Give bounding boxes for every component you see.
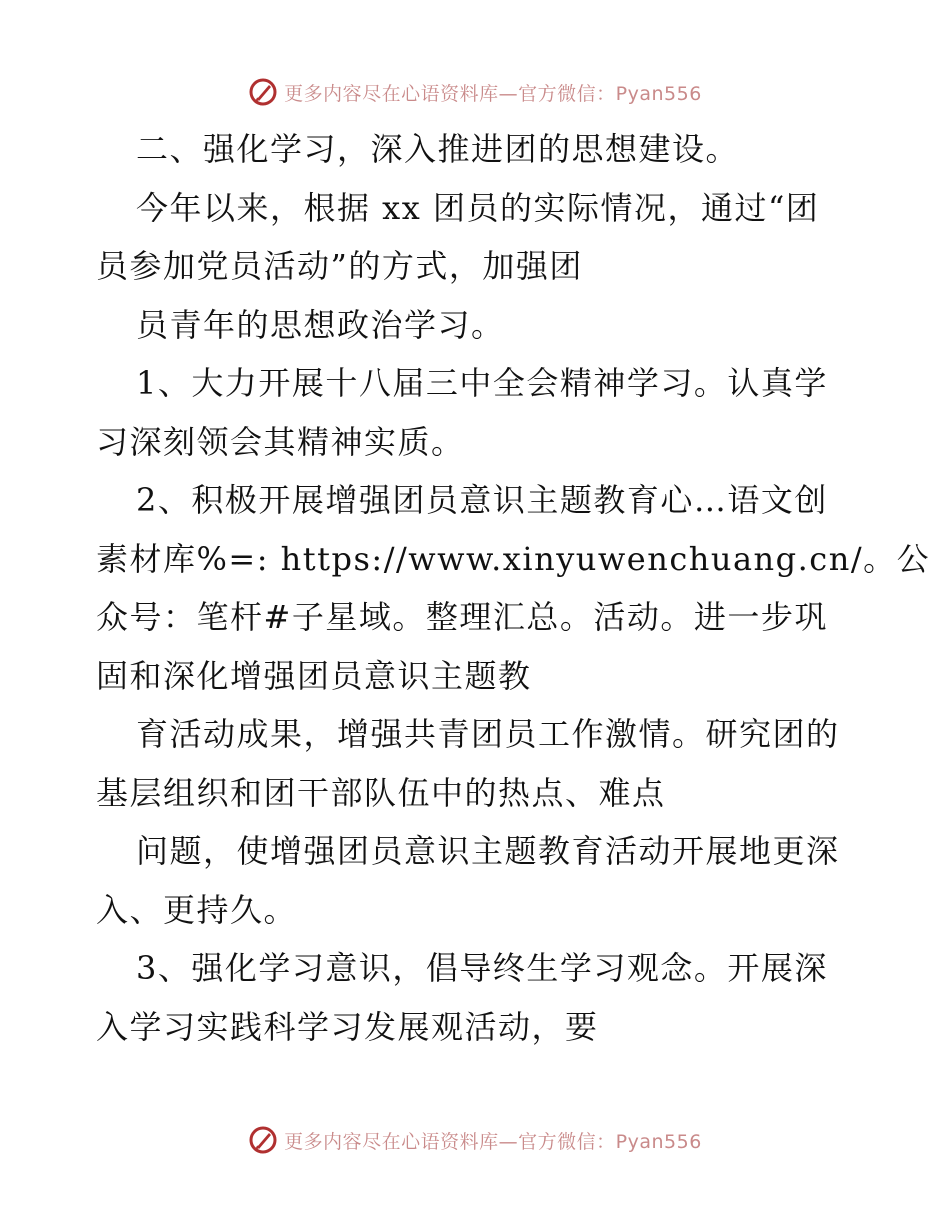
text-line: 入学习实践科学习发展观活动，要 [96,1007,599,1046]
text-line: 育活动成果，增强共青团员工作激情。研究团的 [136,715,840,753]
text-line: 基层组织和团干部队伍中的热点、难点 [96,773,666,812]
quill-logo-icon [248,1125,278,1155]
text-line: 1、大力开展十八届三中全会精神学习。认真学 [136,364,828,402]
text-line: 固和深化增强团员意识主题教 [96,656,532,695]
header-banner [0,72,950,112]
text-line: 2、积极开展增强团员意识主题教育心…语文创 [136,481,828,519]
footer-banner [0,1120,950,1160]
text-line: 习深刻领会其精神实质。 [96,422,465,461]
text-line: 问题，使增强团员意识主题教育活动开展地更深 [136,832,840,870]
text-line: 二、强化学习，深入推进团的思想建设。 [136,130,740,168]
text-line: 众号：笔杆#子星域。整理汇总。活动。进一步巩 [96,598,828,636]
text-line: 入、更持久。 [96,890,298,929]
footer-banner-text: 更多内容尽在心语资料库—官方微信：Pyan556 [284,1130,702,1153]
text-line: 员青年的思想政治学习。 [136,305,505,344]
quill-logo-icon [248,77,278,107]
document-body [96,120,931,1056]
text-line: 员参加党员活动”的方式，加强团 [96,247,583,285]
header-banner-text: 更多内容尽在心语资料库—官方微信：Pyan556 [284,82,702,105]
text-line: 素材库%=: https://www.xinyuwenchuang.cn/。公 [96,539,931,578]
text-line: 今年以来，根据 xx 团员的实际情况，通过“团 [136,188,820,227]
text-line: 3、强化学习意识，倡导终生学习观念。开展深 [136,949,828,987]
